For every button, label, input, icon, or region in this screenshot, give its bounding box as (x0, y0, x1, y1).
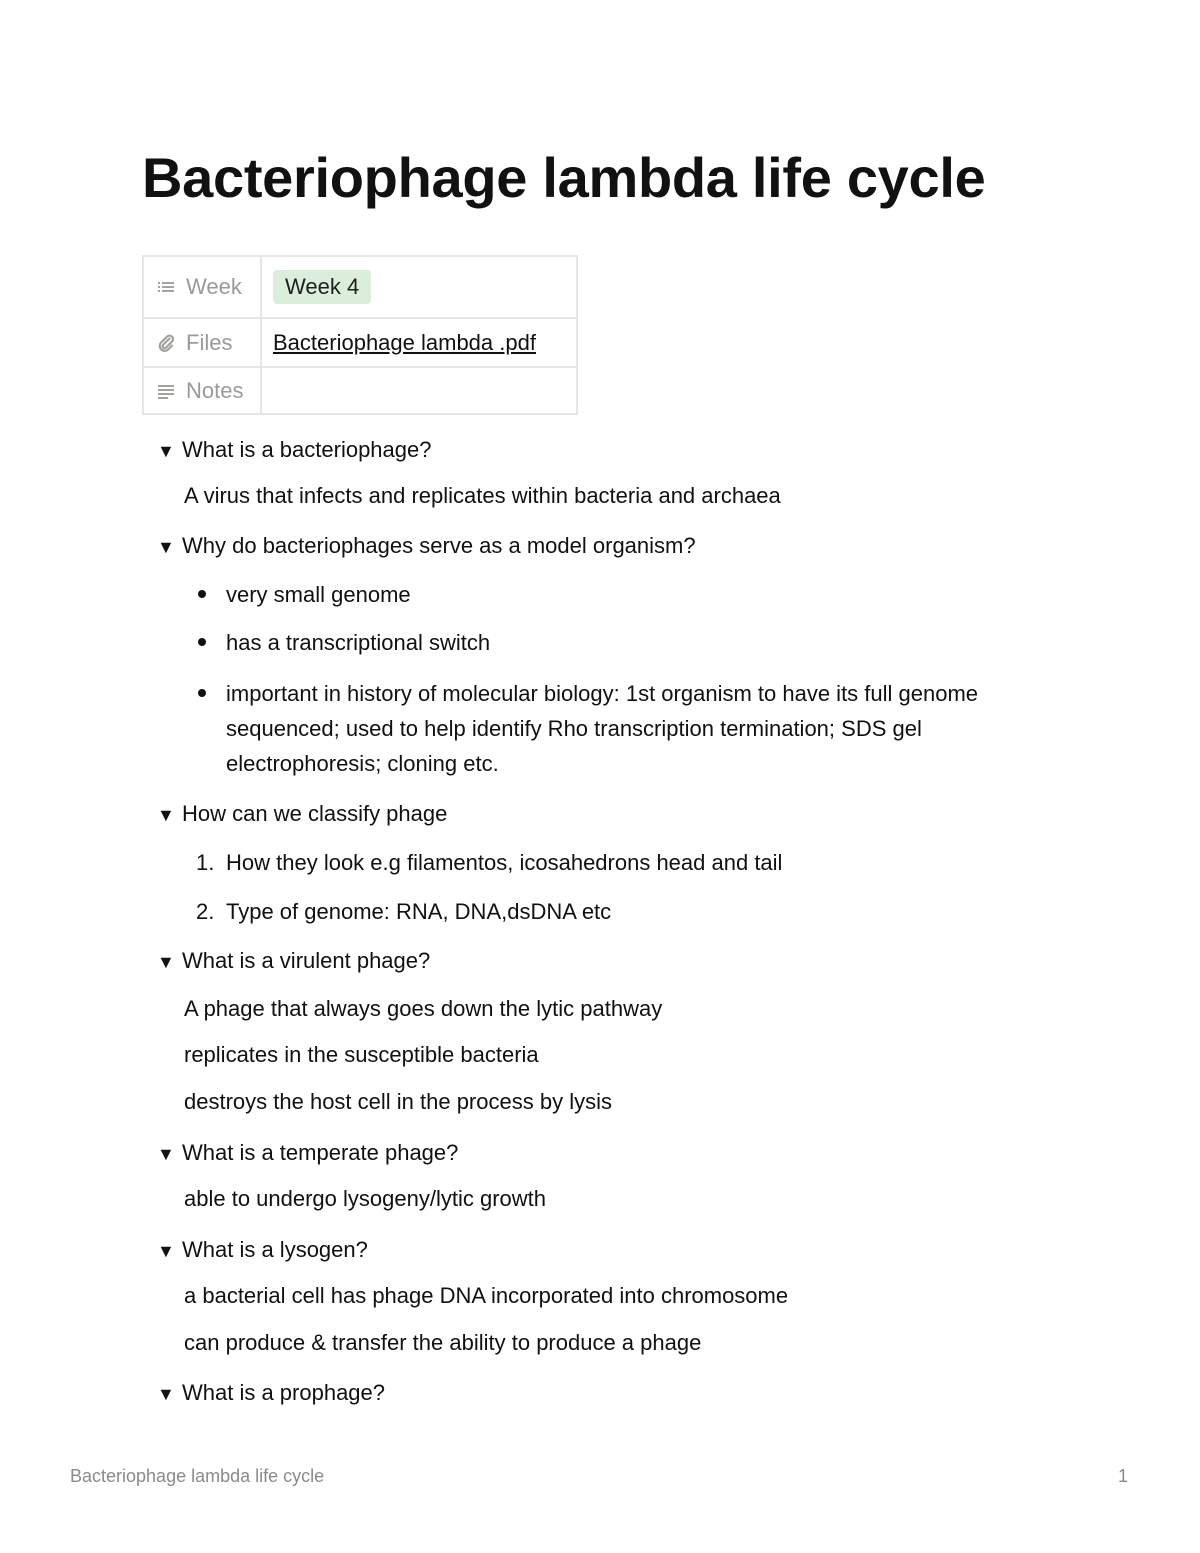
numbered-item-index: 2. (196, 899, 215, 924)
text-lines-icon (156, 381, 176, 401)
answer-text: replicates in the susceptible bacteria (184, 1042, 539, 1067)
properties-table (142, 255, 578, 415)
toggle-triangle-icon[interactable]: ▼ (157, 1241, 175, 1261)
bullet-dot-icon (198, 689, 206, 697)
property-value-files (261, 318, 577, 367)
toggle-model-organism[interactable] (157, 532, 696, 561)
toggle-lysogen[interactable] (157, 1236, 368, 1265)
answer-text: A phage that always goes down the lytic pathway (184, 996, 663, 1021)
numbered-item-index: 1. (196, 850, 215, 875)
numbered-item (196, 849, 782, 877)
answer-text: A virus that infects and replicates within bacteria and archaea (184, 483, 781, 508)
property-key-label: Week (186, 274, 242, 299)
file-link[interactable]: Bacteriophage lambda .pdf (273, 329, 536, 355)
toggle-triangle-icon[interactable]: ▼ (157, 952, 175, 972)
property-value-notes[interactable] (261, 367, 577, 414)
toggle-what-is-bacteriophage[interactable] (157, 436, 432, 465)
toggle-triangle-icon[interactable]: ▼ (157, 1384, 175, 1404)
toggle-question: What is a bacteriophage? (182, 437, 432, 462)
property-key-notes (143, 367, 261, 414)
list-icon (156, 277, 176, 297)
footer-title: Bacteriophage lambda life cycle (70, 1466, 325, 1486)
property-row-week (143, 256, 577, 318)
toggle-question: Why do bacteriophages serve as a model organism? (182, 533, 696, 558)
bullet-dot-icon (198, 638, 206, 646)
toggle-temperate-phage[interactable] (157, 1139, 458, 1168)
answer-text: destroys the host cell in the process by lysis (184, 1089, 612, 1114)
toggle-question: What is a prophage? (182, 1380, 386, 1405)
property-key-label: Files (186, 329, 233, 355)
answer-text: a bacterial cell has phage DNA incorporated into chromosome (184, 1283, 789, 1308)
paperclip-icon (156, 333, 176, 353)
property-row-files (143, 318, 577, 367)
property-key-week (143, 256, 261, 318)
toggle-triangle-icon[interactable]: ▼ (157, 537, 175, 557)
week-tag[interactable]: Week 4 (273, 270, 371, 304)
bullet-text: very small genome (226, 582, 411, 607)
numbered-item-text: Type of genome: RNA, DNA,dsDNA etc (226, 899, 612, 924)
answer-text: can produce & transfer the ability to produce a phage (184, 1330, 702, 1355)
toggle-prophage[interactable] (157, 1379, 385, 1408)
toggle-question: What is a temperate phage? (182, 1140, 459, 1165)
answer-text: able to undergo lysogeny/lytic growth (184, 1186, 546, 1211)
property-key-label: Notes (186, 377, 244, 403)
numbered-item (196, 898, 611, 926)
page-title: Bacteriophage lambda life cycle (142, 146, 986, 209)
toggle-classify-phage[interactable] (157, 800, 447, 829)
toggle-virulent-phage[interactable] (157, 947, 430, 976)
toggle-question: What is a virulent phage? (182, 948, 431, 973)
numbered-item-text: How they look e.g filamentos, icosahedrons head and tail (226, 850, 783, 875)
bullet-text: important in history of molecular biology: 1st organism to have its full genome sequenced; used to help identify Rho transcription termination; SDS gel electrophoresis; cloning etc. (226, 681, 979, 776)
footer-page-number: 1 (1118, 1466, 1129, 1486)
bullet-text: has a transcriptional switch (226, 630, 491, 655)
toggle-triangle-icon[interactable]: ▼ (157, 1144, 175, 1164)
property-key-files (143, 318, 261, 367)
toggle-question: What is a lysogen? (182, 1237, 368, 1262)
property-row-notes (143, 367, 577, 414)
property-value-week[interactable] (261, 256, 577, 318)
toggle-triangle-icon[interactable]: ▼ (157, 805, 175, 825)
toggle-triangle-icon[interactable]: ▼ (157, 441, 175, 461)
bullet-dot-icon (198, 590, 206, 598)
toggle-question: How can we classify phage (182, 801, 448, 826)
